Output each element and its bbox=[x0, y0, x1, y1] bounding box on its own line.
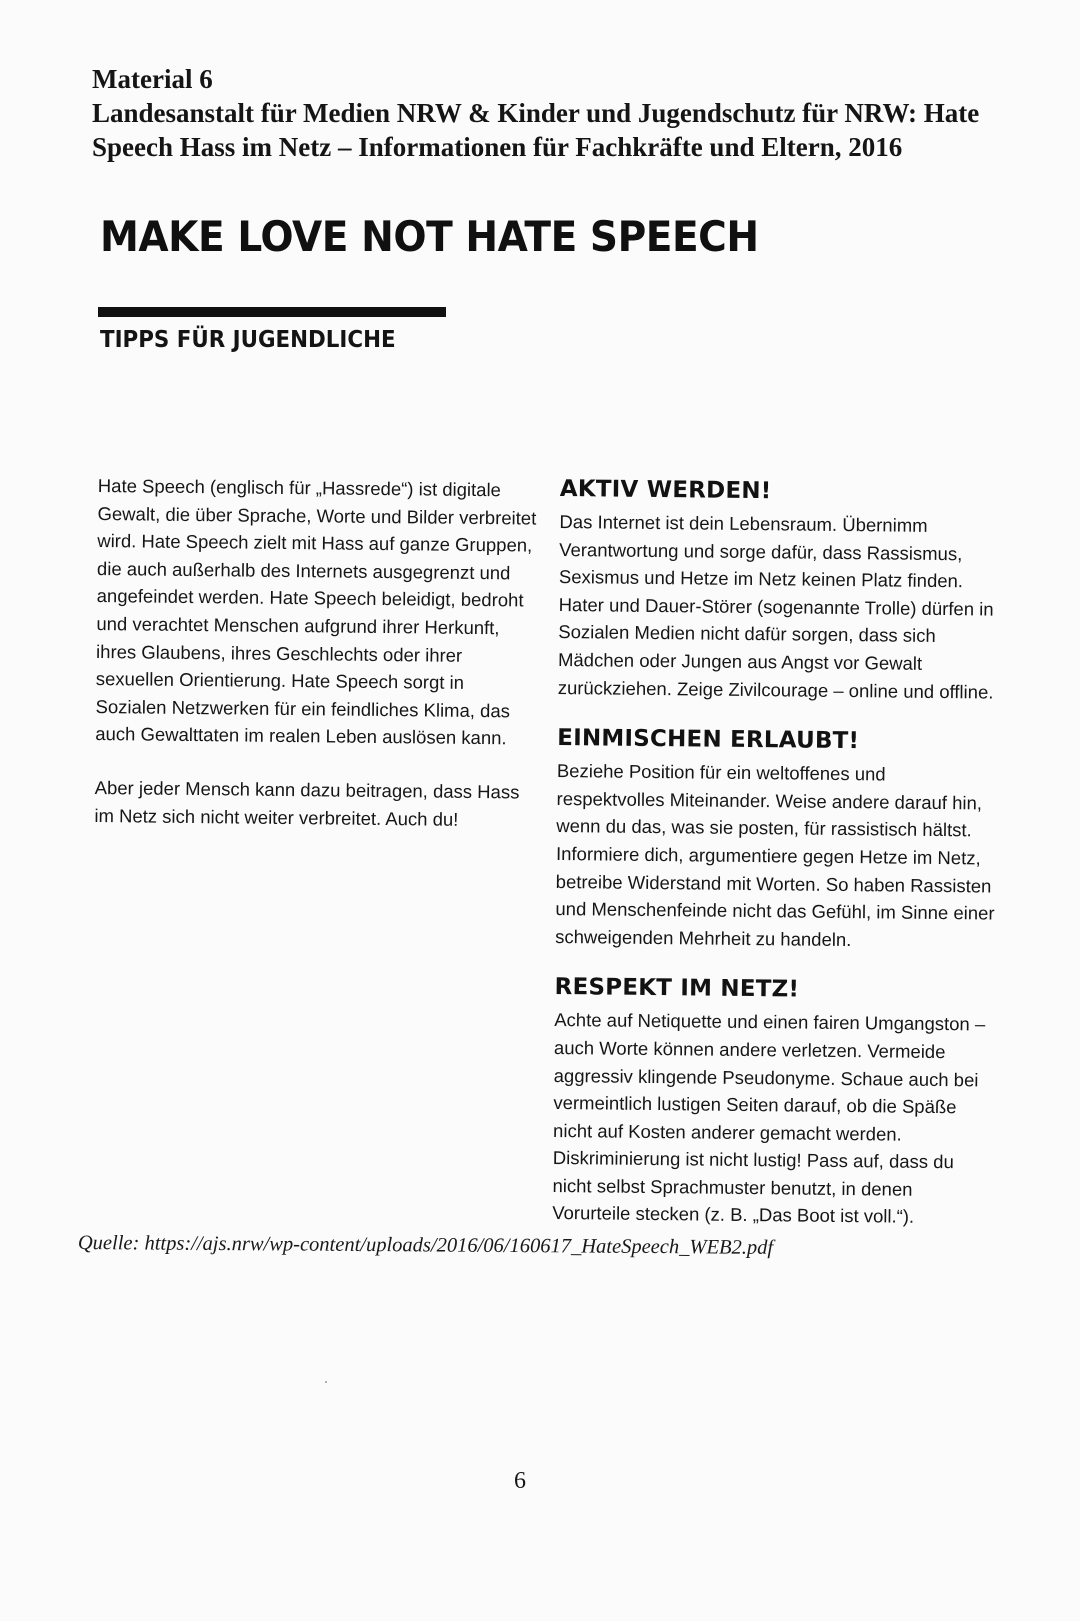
section-text-respekt-im-netz: Achte auf Netiquette und einen fairen Umgangston – auch Worte können andere verletzen. Vermeide aggressiv klingende Pseudonyme. Schaue auch bei vermeintlich lustigen Seiten darauf, ob die Späße nicht auf Kosten anderer gemacht werden. Diskriminierung ist nicht lustig! Pass auf, dass du nicht selbst Sprachmuster benutzt, in denen Vorurteile stecken (z. B. „Das Boot ist voll.“). bbox=[552, 1009, 986, 1228]
source-citation: Quelle: https://ajs.nrw/wp-content/uploads/2016/06/160617_HateSpeech_WEB2.pdf bbox=[77, 1232, 774, 1259]
source-title-line-1: Landesanstalt für Medien NRW & Kinder und Jugendschutz für NRW: Hate bbox=[92, 98, 980, 128]
material-header bbox=[92, 62, 1022, 164]
source-title-line-2: Speech Hass im Netz – Informationen für Fachkräfte und Eltern, 2016 bbox=[92, 132, 903, 162]
section-text-aktiv-werden: Das Internet ist dein Lebensraum. Übernimm Verantwortung und sorge dafür, dass Rassismus, Sexismus und Hetze im Netz keinen Platz finden. Hater und Dauer-Störer (sogenannte Trolle) dürfen in Sozialen Medien nicht dafür sorgen, dass sich Mädchen oder Jungen aus Angst vor Gewalt zurückziehen. Zeige Zivilcourage – online und offline. bbox=[557, 510, 994, 703]
left-column bbox=[94, 472, 538, 860]
title-divider-bar bbox=[98, 307, 446, 317]
section-heading-aktiv-werden: AKTIV WERDEN! bbox=[559, 475, 772, 505]
section-text-einmischen-erlaubt: Beziehe Position für ein weltoffenes und respektvolles Miteinander. Weise andere darauf hin, wenn du das, was sie posten, für rassistisch hältst. Informiere dich, argumentiere gegen Hetze im Netz, betreibe Widerstand mit Worten. So haben Rassisten und Menschenfeinde nicht das Gefühl, im Sinne einer schweigenden Mehrheit zu handeln. bbox=[555, 760, 995, 950]
right-column bbox=[552, 474, 1000, 1254]
page-title: MAKE LOVE NOT HATE SPEECH bbox=[100, 212, 759, 261]
scan-speck bbox=[325, 1381, 327, 1383]
section-heading-einmischen-erlaubt: EINMISCHEN ERLAUBT! bbox=[557, 725, 860, 755]
closing-paragraph: Aber jeder Mensch kann dazu beitragen, dass Hass im Netz sich nicht weiter verbreitet. Auch du! bbox=[94, 776, 520, 830]
intro-paragraph: Hate Speech (englisch für „Hassrede“) ist digitale Gewalt, die über Sprache, Worte und Bilder verbreitet wird. Hate Speech zielt mit Hass auf ganze Gruppen, die auch außerhalb des Internets ausgegrenzt und angefeindet werden. Hate Speech beleidigt, bedroht und verachtet Menschen aufgrund ihrer Herkunft, ihres Glaubens, ihres Geschlechts oder ihrer sexuellen Orientierung. Hate Speech sorgt in Sozialen Netzwerken für ein feindliches Klima, das auch Gewalttaten im realen Leben auslösen kann. bbox=[95, 474, 537, 749]
page-number: 6 bbox=[514, 1468, 526, 1494]
material-label: Material 6 bbox=[92, 64, 213, 94]
section-heading-respekt-im-netz: RESPEKT IM NETZ! bbox=[554, 974, 800, 1003]
page-subtitle: TIPPS FÜR JUGENDLICHE bbox=[100, 327, 396, 353]
